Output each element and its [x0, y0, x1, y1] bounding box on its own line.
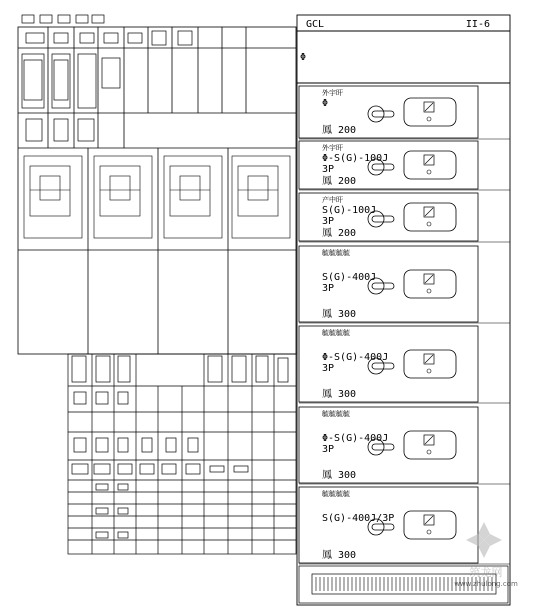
ammeter-needle [425, 355, 433, 363]
drawer-panel [299, 141, 510, 190]
drawer-panel [299, 487, 510, 564]
indicator-lamp-icon [427, 530, 431, 534]
drawer-panel [299, 407, 510, 484]
drawer-title: 毓毓毓毓 [322, 249, 350, 257]
ammeter-needle [425, 208, 433, 216]
drawer-rating: 鳳 300 [322, 389, 357, 400]
drawer-rating: 鳳 200 [322, 125, 357, 136]
drawer-panel [299, 193, 510, 242]
drawer-spec-line: Φ-S(G)-100J [322, 153, 389, 164]
ammeter-needle [425, 275, 433, 283]
drawer-spec-line: 3P [322, 164, 335, 175]
indicator-lamp-icon [427, 369, 431, 373]
ammeter-needle [425, 436, 433, 444]
drawer-spec-line: S(G)-400J/3P [322, 513, 395, 524]
drawer-rating: 鳳 300 [322, 550, 357, 561]
handle-lever [372, 216, 394, 222]
parts-table [68, 354, 296, 554]
drawer-spec-line: 3P [322, 444, 335, 455]
indicator-lamp-icon [427, 222, 431, 226]
handle-lever [372, 283, 394, 289]
ammeter-needle [425, 516, 433, 524]
drawer-title: 产中旰 [322, 196, 343, 204]
detail-drawing-thumbnails [24, 156, 290, 238]
drawer-title: 毓毓毓毓 [322, 329, 350, 337]
indicator-lamp-icon [427, 289, 431, 293]
handle-lever [372, 444, 394, 450]
drawer-rating: 鳳 200 [322, 176, 357, 187]
handle-lever [372, 524, 394, 530]
cabinet-number: II-6 [465, 19, 490, 30]
handle-lever [372, 164, 394, 170]
drawer-spec-line: 3P [322, 363, 335, 374]
handle-lever [372, 363, 394, 369]
drawer-panel [299, 86, 510, 139]
rotary-handle-icon [368, 106, 384, 122]
drawer-spec-line: S(G)-400J [322, 272, 377, 283]
drawer-title: 毓毓毓毓 [322, 410, 350, 418]
drawer-title: 外宇旰 [322, 89, 343, 97]
ammeter-needle [425, 156, 433, 164]
catalog-header-icons [22, 15, 192, 141]
drawer-spec-line: Φ-S(G)-400J [322, 352, 389, 363]
drawer-rating: 鳳 300 [322, 470, 357, 481]
drawer-panel [299, 326, 510, 403]
cabinet-type-code: GCL [306, 19, 325, 30]
ammeter-needle [425, 103, 433, 111]
handle-lever [372, 111, 394, 117]
watermark-url: www.zhulong.com [454, 580, 518, 588]
watermark-text: 筑龙网 [469, 566, 503, 579]
drawer-spec-line: 3P [322, 216, 335, 227]
indicator-lamp-icon [427, 450, 431, 454]
drawer-rating: 鳳 300 [322, 309, 357, 320]
drawer-spec-line: Φ [322, 98, 329, 109]
drawer-spec-line: S(G)-100J [322, 205, 377, 216]
drawer-spec-line: 3P [322, 283, 335, 294]
drawer-title: 毓毓毓毓 [322, 490, 350, 498]
drawer-title: 外宇旰 [322, 144, 343, 152]
drawer-panels [299, 86, 510, 564]
top-busbar-symbol: Φ [300, 52, 307, 63]
drawer-spec-line: Φ-S(G)-400J [322, 433, 389, 444]
drawer-rating: 鳳 200 [322, 228, 357, 239]
drawer-panel [299, 246, 510, 323]
indicator-lamp-icon [427, 170, 431, 174]
indicator-lamp-icon [427, 117, 431, 121]
